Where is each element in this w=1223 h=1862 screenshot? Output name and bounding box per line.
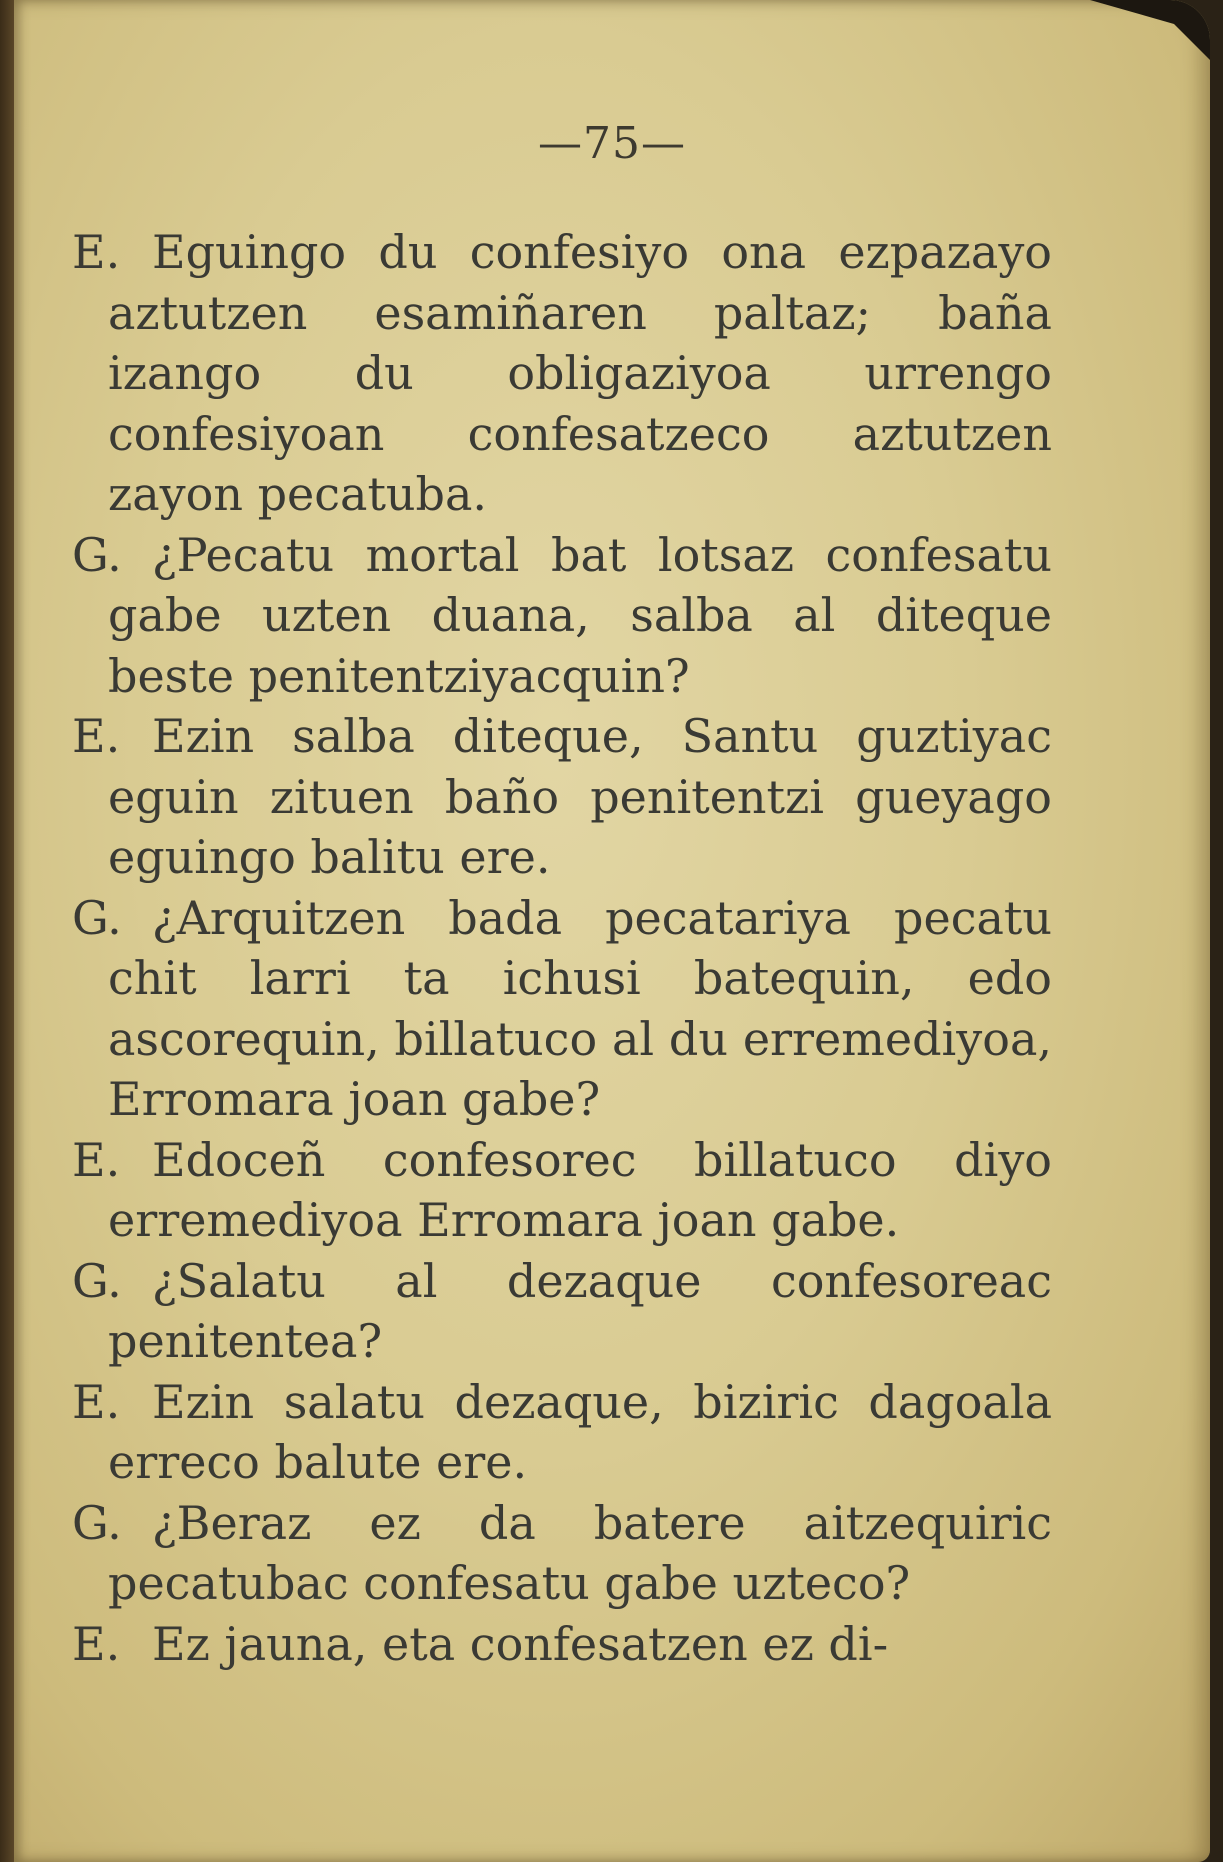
dialogue-entry: [72, 222, 1052, 525]
entry-text: Edoceñ confesorec billatuco diyo erremediyoa Erromara joan gabe.: [108, 1132, 1052, 1247]
speaker-label: E.: [72, 225, 121, 279]
dialogue-entry: [72, 888, 1052, 1130]
entry-text: ¿Salatu al dezaque confesoreac penitentea?: [108, 1253, 1052, 1368]
entry-text: Ez jauna, eta confesatzen ez di-: [152, 1616, 889, 1671]
speaker-label: G.: [72, 527, 122, 582]
dialogue-entry: [72, 1251, 1052, 1372]
dialogue-entry: [72, 525, 1052, 707]
dialogue-entry: [72, 706, 1052, 888]
entry-text: ¿Beraz ez da batere aitzequiric pecatubac confesatu gabe uzteco?: [108, 1495, 1052, 1610]
catechism-text: [72, 222, 1052, 1674]
dialogue-entry: [72, 1130, 1052, 1251]
entry-text: Eguingo du confesiyo ona ezpazayo aztutzen esamiñaren paltaz; baña izango du obligaziyoa urrengo confesiyoan confesatzeco aztutzen zayon pecatuba.: [108, 225, 1052, 521]
dialogue-entry: [72, 1493, 1052, 1614]
entry-text: ¿Pecatu mortal bat lotsaz confesatu gabe uzten duana, salba al diteque beste penitentziyacquin?: [108, 527, 1052, 703]
speaker-label: G.: [72, 1495, 122, 1550]
speaker-label: E.: [72, 709, 121, 763]
speaker-label: G.: [72, 1253, 122, 1308]
speaker-label: G.: [72, 890, 122, 945]
speaker-label: E.: [72, 1132, 121, 1187]
entry-text: ¿Arquitzen bada pecatariya pecatu chit larri ta ichusi batequin, edo ascorequin, billatuco al du erremediyoa, Erromara joan gabe?: [108, 890, 1052, 1126]
dialogue-entry: [72, 1372, 1052, 1493]
entry-text: Ezin salatu dezaque, biziric dagoala erreco balute ere.: [108, 1374, 1052, 1489]
dialogue-entry: [72, 1614, 1052, 1675]
speaker-label: E.: [72, 1616, 121, 1671]
speaker-label: E.: [72, 1374, 121, 1429]
entry-text: Ezin salba diteque, Santu guztiyac eguin zituen baño penitentzi gueyago eguingo balitu ere.: [108, 709, 1052, 884]
book-page: [14, 0, 1210, 1862]
page-number: —75—: [538, 118, 686, 169]
page-corner: [1090, 0, 1210, 60]
book-spine: [0, 0, 14, 1862]
